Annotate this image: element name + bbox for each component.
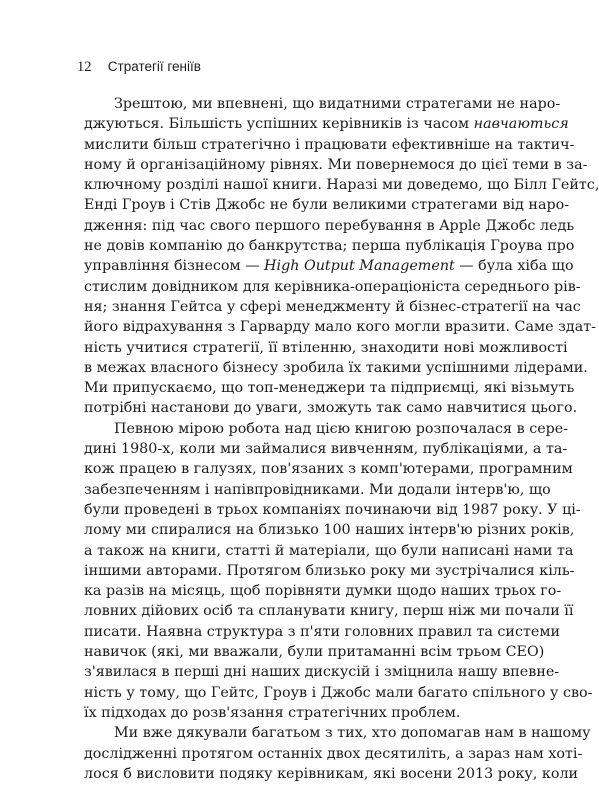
page-number: 12: [77, 59, 92, 75]
text-line: мислити більш стратегічно і працювати ефективніше на тактич-: [84, 136, 575, 153]
text-line: Певною мірою робота над цією книгою розпочалася в сере-: [114, 420, 569, 437]
text-line: стислим довідником для керівника-операціоніста середнього рів-: [84, 278, 581, 295]
running-title: Стратегії геніїв: [107, 59, 201, 74]
text-line: ність учитися стратегії, її втіленню, знаходити нові можливості: [84, 339, 568, 356]
text-line: його відрахування з Гарварду мало кого могли вразити. Саме здат-: [84, 319, 596, 336]
text-line: з'явилася в перші дні наших дискусій і зміцнила нашу впевне-: [84, 664, 560, 681]
text-line: забезпеченням і напівпровідниками. Ми додали інтерв'ю, що: [84, 481, 551, 498]
text-line: джуються. Більшість успішних керівників із часом навчаються: [84, 116, 569, 133]
text-line: ня; знання Гейтса у сфері менеджменту й бізнес-стратегії на час: [84, 298, 581, 315]
text-line: дині 1980-х, коли ми займалися вивченням, публікаціями, а та-: [84, 441, 568, 458]
text-line: ному й організаційному рівнях. Ми повернемося до цієї теми в за-: [84, 156, 588, 173]
text-line: Енді Гроув і Стів Джобс не були великими стратегами від наро-: [84, 197, 570, 214]
text-line: не довів компанію до банкрутства; перша публікація Гроува про: [84, 238, 575, 255]
text-line: Ми припускаємо, що топ-менеджери та підприємці, які візьмуть: [84, 380, 575, 397]
text-line: навичок (які, ми вважали, були притаманні всім трьом CEO): [84, 644, 545, 661]
text-line: в межах власного бізнесу зробила їх такими успішними лідерами.: [84, 359, 588, 376]
text-line: лося б висловити подяку керівникам, які восени 2013 року, коли: [84, 765, 579, 782]
text-line: Ми вже дякували багатьом з тих, хто допомагав нам в нашому: [114, 725, 591, 742]
text-line: іншими авторами. Протягом близько року ми зустрічалися кіль-: [84, 562, 575, 579]
text-line: дження: під час свого першого перебування в Apple Джобс ледь: [84, 217, 575, 234]
text-line: лому ми спиралися на близько 100 наших інтерв'ю різних років,: [84, 522, 575, 539]
running-header: [77, 58, 201, 76]
text-line: дослідженні протягом останніх двох десятиліть, а зараз нам хоті-: [84, 745, 583, 762]
text-line: а також на книги, статті й матеріали, що були написані нами та: [84, 542, 574, 559]
text-line: Зрештою, ми впевнені, що видатними стратегами не наро-: [114, 96, 561, 112]
text-line: управління бізнесом — High Output Management — була хіба що: [84, 258, 574, 275]
text-line: були проведені в трьох компаніях починаючи від 1987 року. У ці-: [84, 501, 581, 518]
text-line: ка разів на місяць, щоб порівняти думки щодо наших трьох го-: [84, 583, 562, 600]
body-text: [84, 94, 599, 784]
emphasis: навчаються: [473, 116, 569, 133]
text-line: ність у тому, що Гейтс, Гроув і Джобс мали багато спільного у сво-: [84, 684, 593, 701]
text-line: ключному розділі нашої книги. Наразі ми доведемо, що Білл Гейтс,: [84, 177, 599, 194]
emphasis: High Output Management: [264, 258, 455, 275]
text-line: писати. Наявна структура з п'яти головних правил та системи: [84, 623, 560, 640]
text-line: ловних дійових осіб та спланувати книгу, перш ніж ми почали її: [84, 603, 574, 620]
text-line: потрібні настанови до уваги, зможуть так само навчитися цього.: [84, 400, 578, 417]
text-line: кож працею в галузях, пов'язаних з комп'ютерами, програмним: [84, 461, 573, 478]
text-line: їх підходах до розв'язання стратегічних проблем.: [84, 704, 461, 721]
